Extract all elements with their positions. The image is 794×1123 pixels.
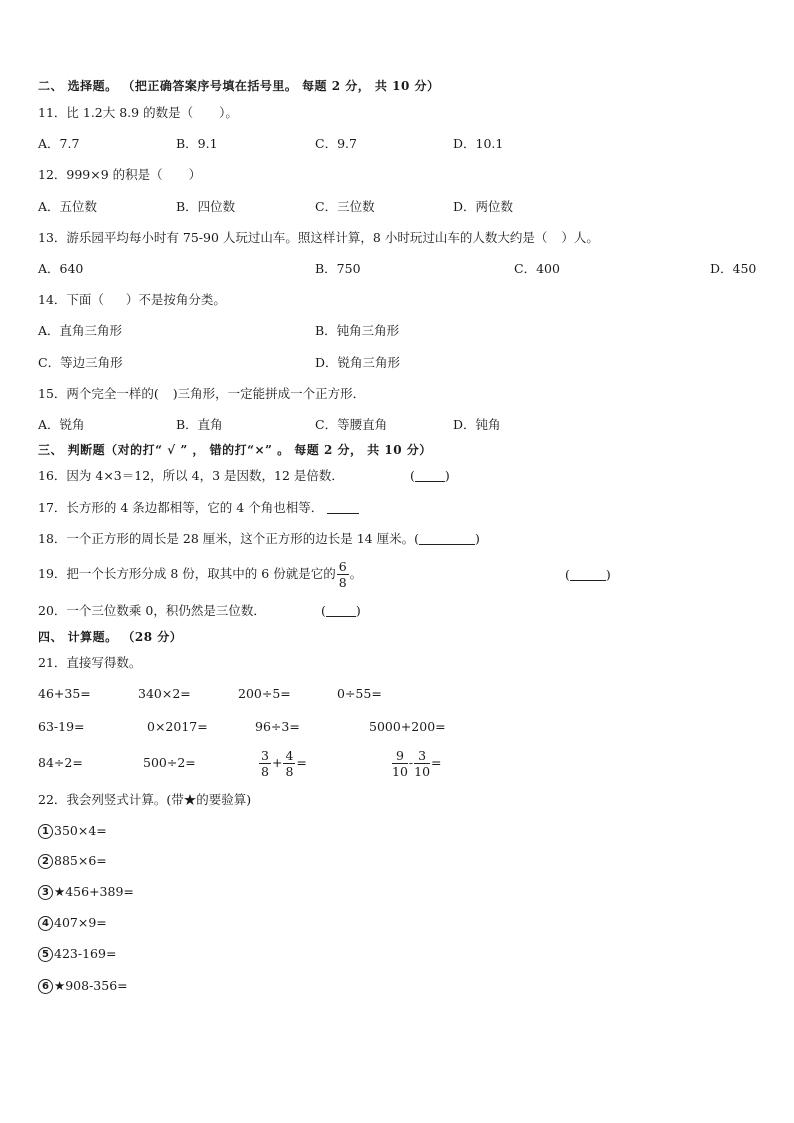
answer-blank[interactable] [327, 501, 359, 514]
question-20-text: 20．一个三位数乘 0，积仍然是三位数． [38, 603, 266, 618]
fraction-expression-2: $\frac{9}{10}$ - $\frac{3}{10}$ = [392, 748, 442, 779]
question-12-option-b: B．四位数 [176, 199, 236, 214]
question-19: 19．把一个长方形分成 8 份，取其中的 6 份就是它的 $\frac{6}{8}$ 。 [38, 559, 363, 590]
question-19-answer[interactable]: ( ) [565, 567, 611, 582]
question-13-option-c: C．400 [514, 261, 560, 276]
vertical-calc-item: 5 423-169= [38, 945, 116, 963]
fraction: $\frac{6}{8}$ [338, 559, 347, 590]
question-14-option-c: C．等边三角形 [38, 355, 123, 370]
question-13-text: 13．游乐园平均每小时有 75-90 人玩过山车。照这样计算，8 小时玩过山车的人数大约是（ [38, 230, 548, 245]
fraction: $\frac{9}{10}$ [392, 748, 408, 779]
answer-blank[interactable] [326, 604, 356, 617]
question-15-option-c: C．等腰直角 [315, 417, 388, 432]
vertical-calc-item: 4 407×9= [38, 914, 107, 932]
calc-item: 500÷2= [143, 755, 196, 770]
question-11-text: 11．比 1.2大 8.9 的数是（ [38, 105, 194, 120]
fraction: $\frac{3}{8}$ [261, 748, 269, 779]
question-20-answer[interactable]: ( ) [321, 603, 361, 618]
question-14-option-b: B．钝角三角形 [315, 323, 400, 338]
circled-number: 1 [38, 824, 53, 839]
vertical-calc-item: 2 885×6= [38, 852, 107, 870]
answer-blank[interactable] [415, 469, 445, 482]
question-13-option-d: D．450 [710, 261, 757, 276]
answer-blank[interactable] [570, 568, 606, 581]
question-21-title: 21．直接写得数。 [38, 655, 142, 670]
question-22-title: 22．我会列竖式计算。(带★的要验算) [38, 792, 252, 807]
calc-item: 63-19= [38, 719, 85, 734]
section-3-title: 三、 判断题（对的打“ √ ” ， 错的打“×” 。 每题 2 分， 共 10 分） [38, 443, 432, 457]
calc-item: 96÷3= [255, 719, 300, 734]
star-icon: ★ [54, 978, 66, 993]
star-icon: ★ [54, 884, 66, 899]
question-15: 15．两个完全一样的( )三角形，一定能拼成一个正方形． [38, 386, 366, 401]
question-12-text: 12．999×9 的积是（ [38, 167, 163, 182]
question-17-text: 17．长方形的 4 条边都相等，它的 4 个角也相等． [38, 500, 324, 515]
question-15-option-d: D．钝角 [453, 417, 501, 432]
question-12-option-a: A．五位数 [38, 199, 98, 214]
circled-number: 3 [38, 885, 53, 900]
question-15-option-a: A．锐角 [38, 417, 85, 432]
question-11-option-a: A．7.7 [38, 136, 80, 151]
vertical-calc-item: 3 ★456+389= [38, 883, 134, 901]
fraction-expression-1: $\frac{3}{8}$ + $\frac{4}{8}$ = [261, 748, 307, 779]
question-14-text: 14．下面（ [38, 292, 104, 307]
fraction: $\frac{3}{10}$ [414, 748, 431, 779]
calc-item: 5000+200= [369, 719, 446, 734]
calc-item: 46+35= [38, 686, 91, 701]
question-14-option-d: D．锐角三角形 [315, 355, 401, 370]
question-11-option-d: D．10.1 [453, 136, 504, 151]
question-13-option-a: A．640 [38, 261, 84, 276]
question-14: 14．下面（ ）不是按角分类。 [38, 292, 226, 307]
question-11-option-c: C．9.7 [315, 136, 357, 151]
question-19-text: 19．把一个长方形分成 8 份，取其中的 6 份就是它的 [38, 566, 336, 581]
question-12: 12．999×9 的积是（ ） [38, 167, 202, 182]
circled-number: 4 [38, 916, 53, 931]
question-15-text: 15．两个完全一样的( [38, 386, 159, 401]
question-12-option-d: D．两位数 [453, 199, 514, 214]
circled-number: 5 [38, 947, 53, 962]
calc-item: 0÷55= [337, 686, 382, 701]
calc-item: 340×2= [138, 686, 191, 701]
question-11: 11．比 1.2大 8.9 的数是（ ）。 [38, 105, 238, 120]
circled-number: 2 [38, 854, 53, 869]
question-17 [38, 499, 359, 517]
question-16-text: 16．因为 4×3＝12，所以 4，3 是因数，12 是倍数． [38, 468, 344, 483]
calc-item: 200÷5= [238, 686, 291, 701]
question-14-option-a: A．直角三角形 [38, 323, 123, 338]
section-4-title: 四、 计算题。 （28 分） [38, 630, 183, 644]
question-15-option-b: B．直角 [176, 417, 223, 432]
question-13-option-b: B．750 [315, 261, 361, 276]
question-16-answer[interactable]: ( ) [410, 468, 450, 483]
question-18-text: 18．一个正方形的周长是 28 厘米，这个正方形的边长是 14 厘米。( [38, 531, 419, 546]
question-13: 13．游乐园平均每小时有 75-90 人玩过山车。照这样计算，8 小时玩过山车的人数大约是（ ）人。 [38, 230, 599, 245]
question-12-option-c: C．三位数 [315, 199, 375, 214]
question-20 [38, 602, 266, 620]
section-2-title: 二、 选择题。 （把正确答案序号填在括号里。 每题 2 分， 共 10 分） [38, 79, 440, 93]
question-11-option-b: B．9.1 [176, 136, 218, 151]
vertical-calc-item: 6 ★908-356= [38, 977, 128, 995]
circled-number: 6 [38, 979, 53, 994]
calc-item: 84÷2= [38, 755, 83, 770]
vertical-calc-item: 1 350×4= [38, 822, 107, 840]
question-16 [38, 467, 344, 485]
fraction: $\frac{4}{8}$ [285, 748, 294, 779]
question-18: 18．一个正方形的周长是 28 厘米，这个正方形的边长是 14 厘米。( ) [38, 531, 480, 546]
answer-blank[interactable] [419, 532, 475, 545]
calc-item: 0×2017= [147, 719, 208, 734]
